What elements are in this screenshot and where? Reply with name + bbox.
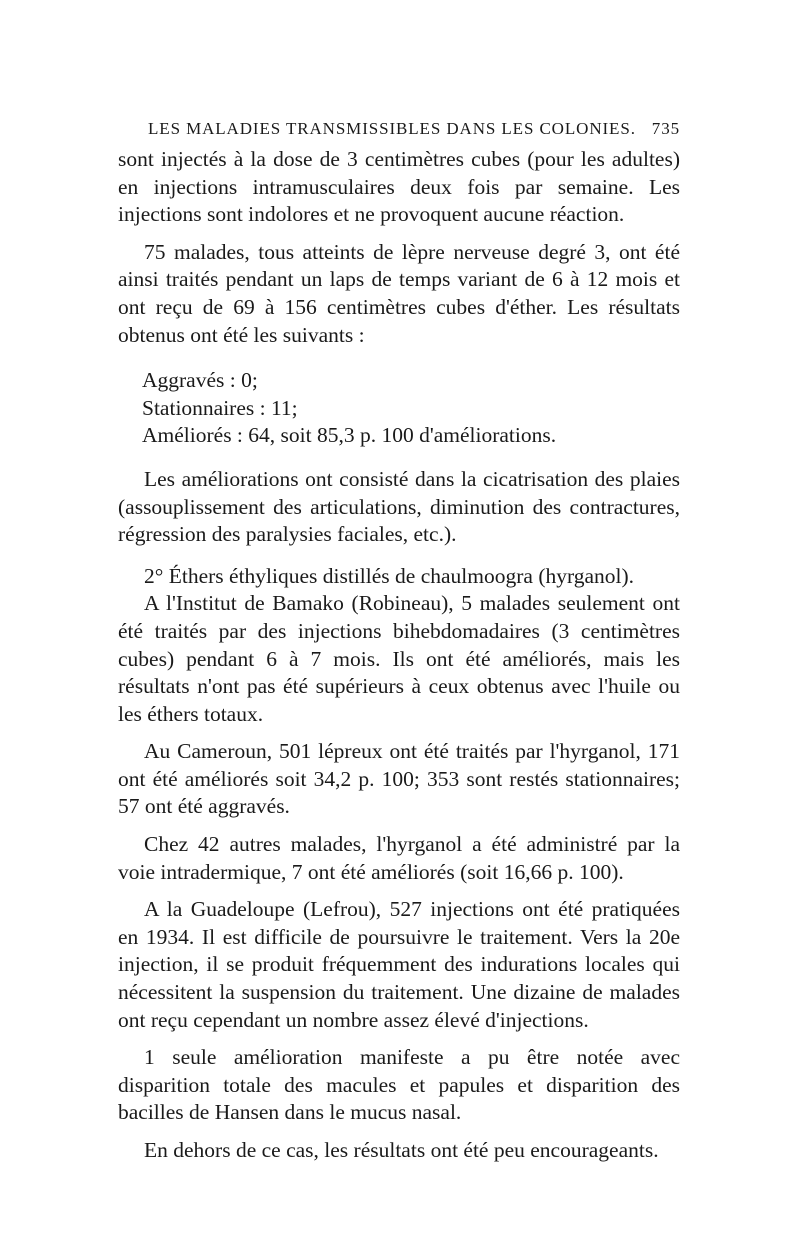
document-page xyxy=(118,118,680,1165)
results-list xyxy=(142,367,680,450)
paragraph-bamako: A l'Institut de Bamako (Robineau), 5 malades seulement ont été traités par des injections bihebdomadaires (3 centimètres cubes) pendant 6 à 7 mois. Ils ont été améliorés, mais les résultats n'ont pas été supérieurs à ceux obtenus avec l'huile ou les éthers totaux. xyxy=(118,591,680,726)
paragraph-single-improvement: 1 seule amélioration manifeste a pu être notée avec disparition totale des macules et papules et disparition des bacilles de Hansen dans le mucus nasal. xyxy=(118,1045,680,1125)
paragraph-cameroun: Au Cameroun, 501 lépreux ont été traités par l'hyrganol, 171 ont été améliorés soit 34,2 p. 100; 353 sont restés stationnaires; 57 ont été aggravés. xyxy=(118,739,680,819)
paragraph-intradermal: Chez 42 autres malades, l'hyrganol a été administré par la voie intradermique, 7 ont été améliorés (soit 16,66 p. 100). xyxy=(118,832,680,884)
result-stationnaires: Stationnaires : 11; xyxy=(142,395,298,420)
paragraph-guadeloupe: A la Guadeloupe (Lefrou), 527 injections ont été pratiquées en 1934. Il est difficile de poursuivre le traitement. Vers la 20e injection, il se produit fréquemment des indurations locales qui nécessitent la suspension du traitement. Une dizaine de malades ont reçu cependant un nombre assez élevé d'injections. xyxy=(118,897,680,1032)
body-text xyxy=(118,146,680,1165)
running-head xyxy=(148,118,680,140)
paragraph-continuation: sont injectés à la dose de 3 centimètres cubes (pour les adultes) en injections intramusculaires deux fois par semaine. Les injections sont indolores et ne provoquent aucune réaction. xyxy=(118,147,680,227)
paragraph-treatment-details: 75 malades, tous atteints de lèpre nerveuse degré 3, ont été ainsi traités pendant un laps de temps variant de 6 à 12 mois et ont reçu de 69 à 156 centimètres cubes d'éther. Les résultats obtenus ont été les suivants : xyxy=(118,239,680,347)
paragraph-conclusion: En dehors de ce cas, les résultats ont été peu encourageants. xyxy=(144,1138,659,1162)
paragraph-improvements: Les améliorations ont consisté dans la cicatrisation des plaies (assouplissement des articulations, diminution des contractures, régression des paralysies faciales, etc.). xyxy=(118,466,680,547)
result-ameliores: Améliorés : 64, soit 85,3 p. 100 d'améliorations. xyxy=(142,423,557,448)
result-aggraves: Aggravés : 0; xyxy=(142,368,258,393)
section-heading-hyrganol: 2° Éthers éthyliques distillés de chaulmoogra (hyrganol). xyxy=(144,563,635,588)
running-title: LES MALADIES TRANSMISSIBLES DANS LES COLONIES. xyxy=(148,119,636,138)
page-number: 735 xyxy=(651,119,680,138)
